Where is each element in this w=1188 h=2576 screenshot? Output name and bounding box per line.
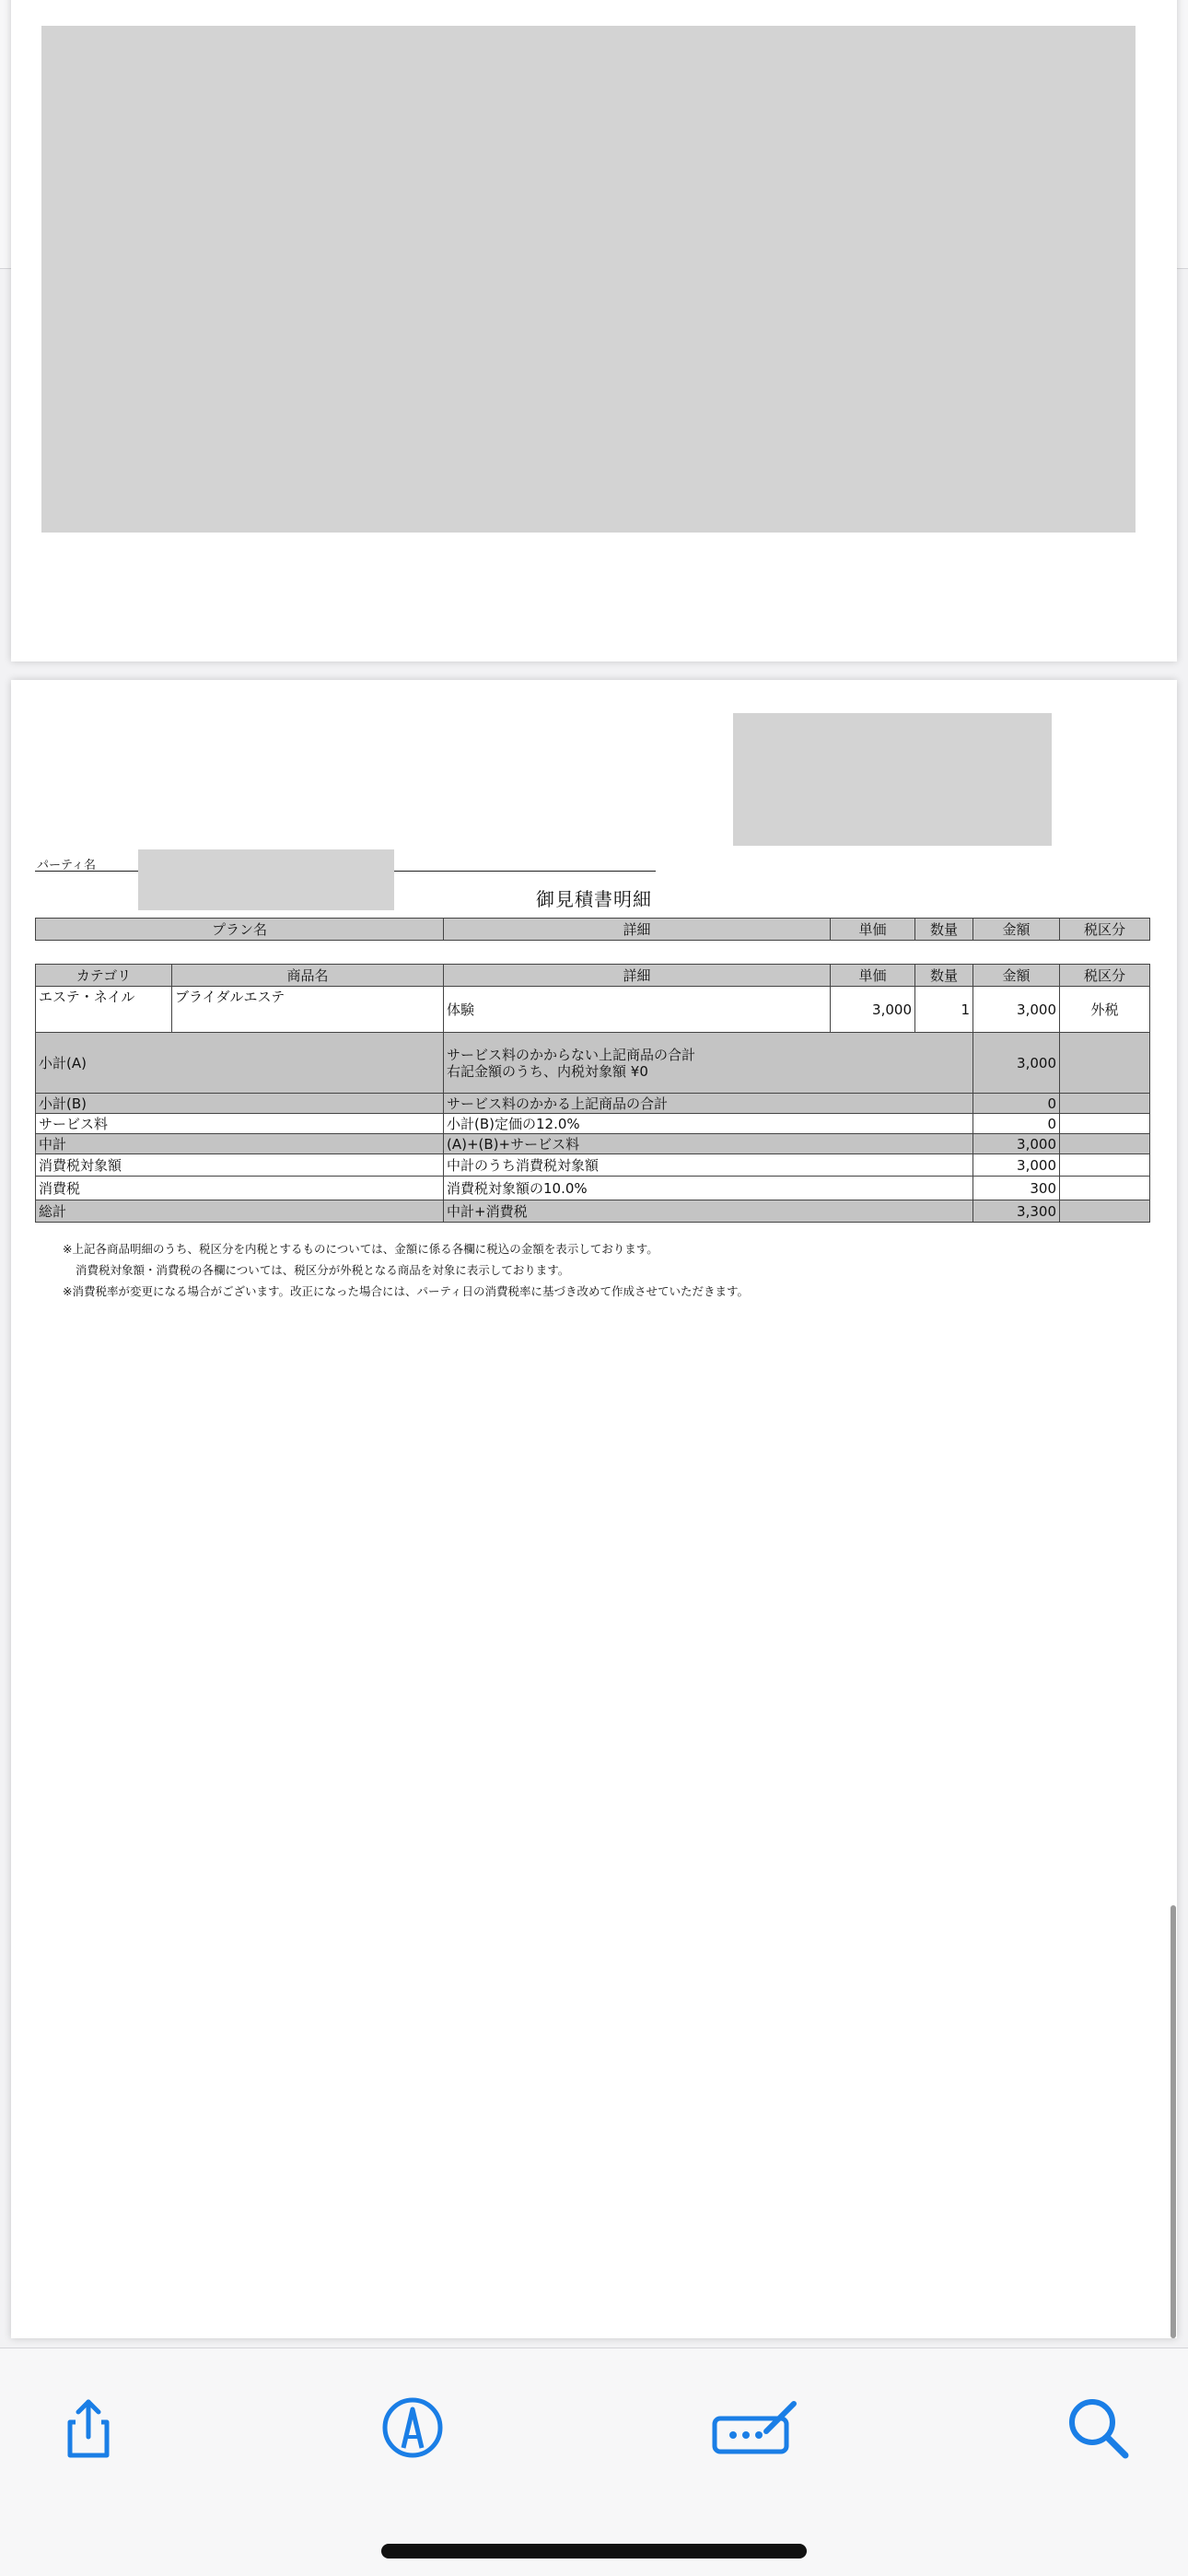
redacted-logo — [733, 713, 1052, 846]
footnote-2: 消費税対象額・消費税の各欄については、税区分が外税となる商品を対象に表示しております。 — [76, 1263, 570, 1277]
search-icon — [1061, 2391, 1135, 2465]
search-button[interactable] — [1061, 2391, 1135, 2465]
summary-label: 総計 — [36, 1200, 444, 1223]
summary-row-consumption-tax — [36, 1177, 1150, 1200]
summary-tax-type — [1060, 1033, 1150, 1094]
summary-label: 小計(B) — [36, 1094, 444, 1114]
summary-detail — [444, 1033, 973, 1094]
summary-row-grand-total — [36, 1200, 1150, 1223]
footnote-3: ※消費税率が変更になる場合がございます。改正になった場合には、パーティ日の消費税率に基づき改めて作成させていただきます。 — [63, 1284, 749, 1298]
header-detail: 詳細 — [444, 965, 831, 987]
document-title: 御見積書明細 — [536, 888, 652, 910]
summary-amount: 300 — [973, 1177, 1060, 1200]
header-tax-type: 税区分 — [1060, 919, 1150, 941]
summary-tax-type — [1060, 1177, 1150, 1200]
summary-row-midtotal — [36, 1134, 1150, 1154]
table-row — [36, 987, 1150, 1033]
summary-tax-type — [1060, 1094, 1150, 1114]
markup-button[interactable] — [376, 2391, 449, 2465]
bottom-toolbar — [0, 2348, 1188, 2576]
summary-row-taxable-amount — [36, 1154, 1150, 1177]
summary-tax-type — [1060, 1114, 1150, 1134]
plan-table — [35, 918, 1150, 941]
item-tax-type: 外税 — [1060, 987, 1150, 1033]
header-quantity: 数量 — [915, 919, 973, 941]
header-unit-price: 単価 — [831, 965, 915, 987]
summary-row-subtotal-b — [36, 1094, 1150, 1114]
header-product-name: 商品名 — [172, 965, 444, 987]
scroll-indicator[interactable] — [1171, 1905, 1176, 2338]
summary-label: 消費税 — [36, 1177, 444, 1200]
plan-table-header — [36, 919, 1150, 941]
header-plan-name: プラン名 — [36, 919, 444, 941]
header-detail: 詳細 — [444, 919, 831, 941]
header-unit-price: 単価 — [831, 919, 915, 941]
summary-tax-type — [1060, 1200, 1150, 1223]
summary-amount: 0 — [973, 1114, 1060, 1134]
item-detail: 体験 — [444, 987, 831, 1033]
item-product: ブライダルエステ — [172, 987, 444, 1033]
summary-row-subtotal-a — [36, 1033, 1150, 1094]
summary-label: サービス料 — [36, 1114, 444, 1134]
summary-detail: (A)+(B)+サービス料 — [444, 1134, 973, 1154]
summary-detail: 中計+消費税 — [444, 1200, 973, 1223]
item-table — [35, 964, 1150, 1223]
signature-button[interactable] — [711, 2391, 803, 2465]
item-amount: 3,000 — [973, 987, 1060, 1033]
item-unit-price: 3,000 — [831, 987, 915, 1033]
item-table-header — [36, 965, 1150, 987]
summary-detail: 消費税対象額の10.0% — [444, 1177, 973, 1200]
summary-tax-type — [1060, 1154, 1150, 1177]
header-tax-type: 税区分 — [1060, 965, 1150, 987]
summary-amount: 3,000 — [973, 1033, 1060, 1094]
summary-detail-line2: 右記金額のうち、内税対象額 ¥0 — [447, 1062, 648, 1080]
header-category: カテゴリ — [36, 965, 172, 987]
home-indicator[interactable] — [381, 2544, 807, 2558]
party-name-label: パーティ名 — [37, 859, 96, 872]
summary-amount: 3,300 — [973, 1200, 1060, 1223]
share-icon — [52, 2391, 125, 2465]
summary-detail: 中計のうち消費税対象額 — [444, 1154, 973, 1177]
share-button[interactable] — [52, 2391, 125, 2465]
summary-amount: 3,000 — [973, 1134, 1060, 1154]
pdf-page-2 — [11, 680, 1177, 2338]
summary-label: 消費税対象額 — [36, 1154, 444, 1177]
item-category: エステ・ネイル — [36, 987, 172, 1033]
footnote-1: ※上記各商品明細のうち、税区分を内税とするものについては、金額に係る各欄に税込の金額を表示しております。 — [63, 1242, 658, 1256]
summary-amount: 3,000 — [973, 1154, 1060, 1177]
summary-amount: 0 — [973, 1094, 1060, 1114]
signature-icon — [711, 2391, 803, 2465]
item-quantity: 1 — [915, 987, 973, 1033]
header-quantity: 数量 — [915, 965, 973, 987]
redacted-region — [41, 26, 1136, 533]
footnotes — [63, 1238, 749, 1302]
summary-detail: 小計(B)定価の12.0% — [444, 1114, 973, 1134]
summary-detail: サービス料のかかる上記商品の合計 — [444, 1094, 973, 1114]
summary-row-service-charge — [36, 1114, 1150, 1134]
header-amount: 金額 — [973, 919, 1060, 941]
summary-label: 中計 — [36, 1134, 444, 1154]
summary-detail-line1: サービス料のかからない上記商品の合計 — [447, 1046, 696, 1063]
summary-tax-type — [1060, 1134, 1150, 1154]
markup-icon — [376, 2391, 449, 2465]
summary-label: 小計(A) — [36, 1033, 444, 1094]
header-amount: 金額 — [973, 965, 1060, 987]
